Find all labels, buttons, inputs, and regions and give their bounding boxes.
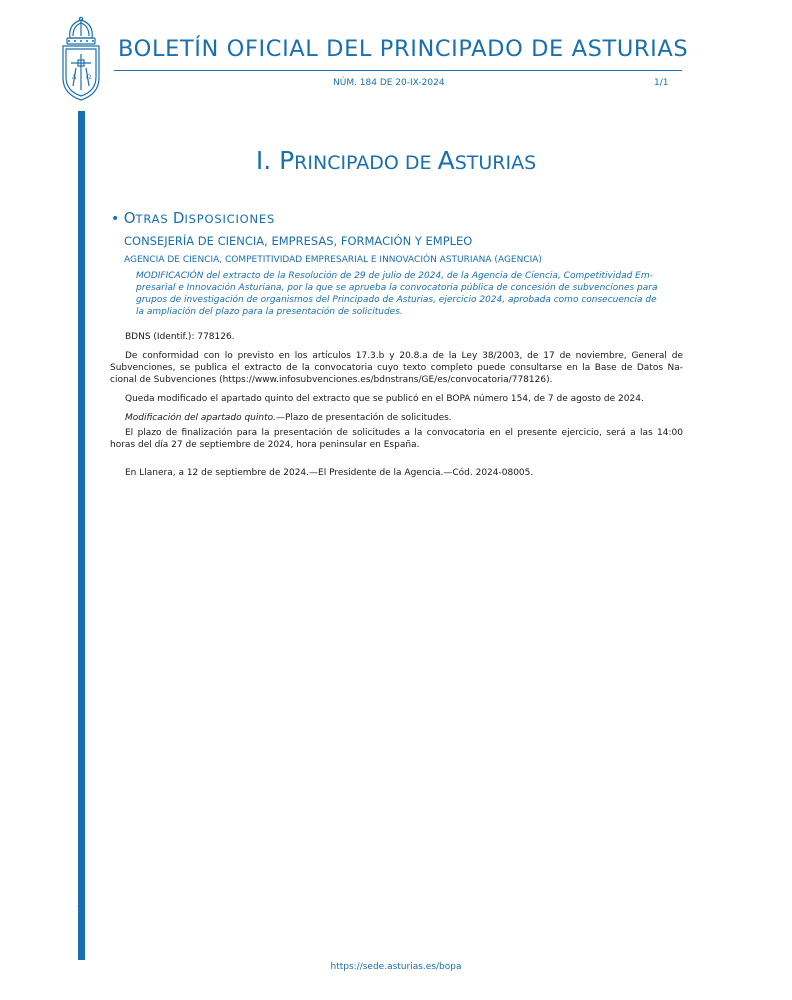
page-number: 1/1	[654, 78, 669, 88]
paragraph-line: Queda modificado el apartado quinto del extracto que se publicó en el BOPA número 154, de 7 de agosto de 2024.	[125, 394, 644, 404]
section-rest: RINCIPADO DE	[294, 152, 438, 174]
paragraph-3	[110, 412, 683, 424]
category-heading	[111, 209, 275, 227]
paragraph-2	[110, 393, 683, 405]
side-code: Cód. 2024-08005	[77, 846, 86, 916]
consejeria-heading: CONSEJERÍA DE CIENCIA, EMPRESAS, FORMACIÓN Y EMPLEO	[124, 234, 473, 248]
section-initial-2: A	[437, 146, 455, 175]
paragraph-line: De conformidad con lo previsto en los artículos 17.3.b y 20.8.a de la Ley 38/2003, de 17 de noviembre, General de	[125, 351, 683, 361]
agencia-heading: AGENCIA DE CIENCIA, COMPETITIVIDAD EMPRESARIAL E INNOVACIÓN ASTURIANA (AGENCIA)	[124, 255, 542, 265]
paragraph-line: cional de Subvenciones (https://www.infosubvenciones.es/bdnstrans/GE/es/convocatoria/778126).	[110, 375, 553, 385]
section-heading	[0, 146, 792, 175]
category-initial-1: O	[123, 209, 136, 227]
spacer	[110, 458, 683, 467]
paragraph-line: El plazo de finalización para la presentación de solicitudes a la convocatoria en el presente ejercicio, será a las 14:00	[125, 428, 683, 438]
signature-line: En Llanera, a 12 de septiembre de 2024.—El Presidente de la Agencia.—Cód. 2024-08005.	[125, 468, 534, 478]
document-body	[110, 331, 683, 486]
paragraph-4	[110, 427, 683, 451]
summary-line: la ampliación del plazo para la presentación de solicitudes.	[136, 307, 403, 317]
signature-paragraph	[110, 467, 683, 479]
side-bar	[78, 111, 85, 960]
summary-line: MODIFICACIÓN del extracto de la Resolución de 29 de julio de 2024, de la Agencia de Ciencia, Competitividad Em-	[136, 271, 653, 281]
footer-url-link[interactable]: https://sede.asturias.es/bopa	[330, 962, 462, 972]
summary-line: presarial e Innovación Asturiana, por la que se aprueba la convocatoria pública de concesión de subvenciones para	[136, 283, 658, 293]
issue-number: NÚM. 184 DE 20-IX-2024	[333, 78, 445, 88]
summary-line: grupos de investigación de organismos del Principado de Asturias, ejercicio 2024, aprobada como consecuencia de	[136, 295, 657, 305]
category-rest-2: ISPOSICIONES	[184, 212, 276, 226]
paragraph-line	[125, 412, 683, 424]
bulletin-title: BOLETÍN OFICIAL DEL PRINCIPADO DE ASTURIAS	[118, 36, 689, 62]
section-rest-2: STURIAS	[454, 152, 537, 174]
svg-text:A: A	[72, 74, 77, 81]
coat-of-arms-icon	[58, 16, 104, 102]
category-initial-2: D	[172, 209, 185, 227]
paragraph-3-italic: Modificación del apartado quinto.	[125, 413, 276, 423]
bdns-paragraph	[110, 331, 683, 343]
bdns-line: BDNS (Identif.): 778126.	[125, 332, 235, 342]
section-initial: I. P	[255, 146, 295, 175]
summary	[136, 270, 682, 318]
paragraph-line: horas del día 27 de septiembre de 2024, hora peninsular en España.	[110, 440, 420, 450]
paragraph-3-rest: —Plazo de presentación de solicitudes.	[275, 413, 452, 423]
paragraph-line: Subvenciones, se publica el extracto de la convocatoria cuyo texto completo puede consultarse en la Base de Datos Na-	[110, 363, 683, 373]
svg-text:Ω: Ω	[86, 74, 91, 81]
paragraph-1	[110, 350, 683, 386]
header-divider	[114, 70, 682, 71]
category-bullet: •	[111, 211, 120, 227]
category-rest-1: TRAS	[135, 212, 173, 226]
